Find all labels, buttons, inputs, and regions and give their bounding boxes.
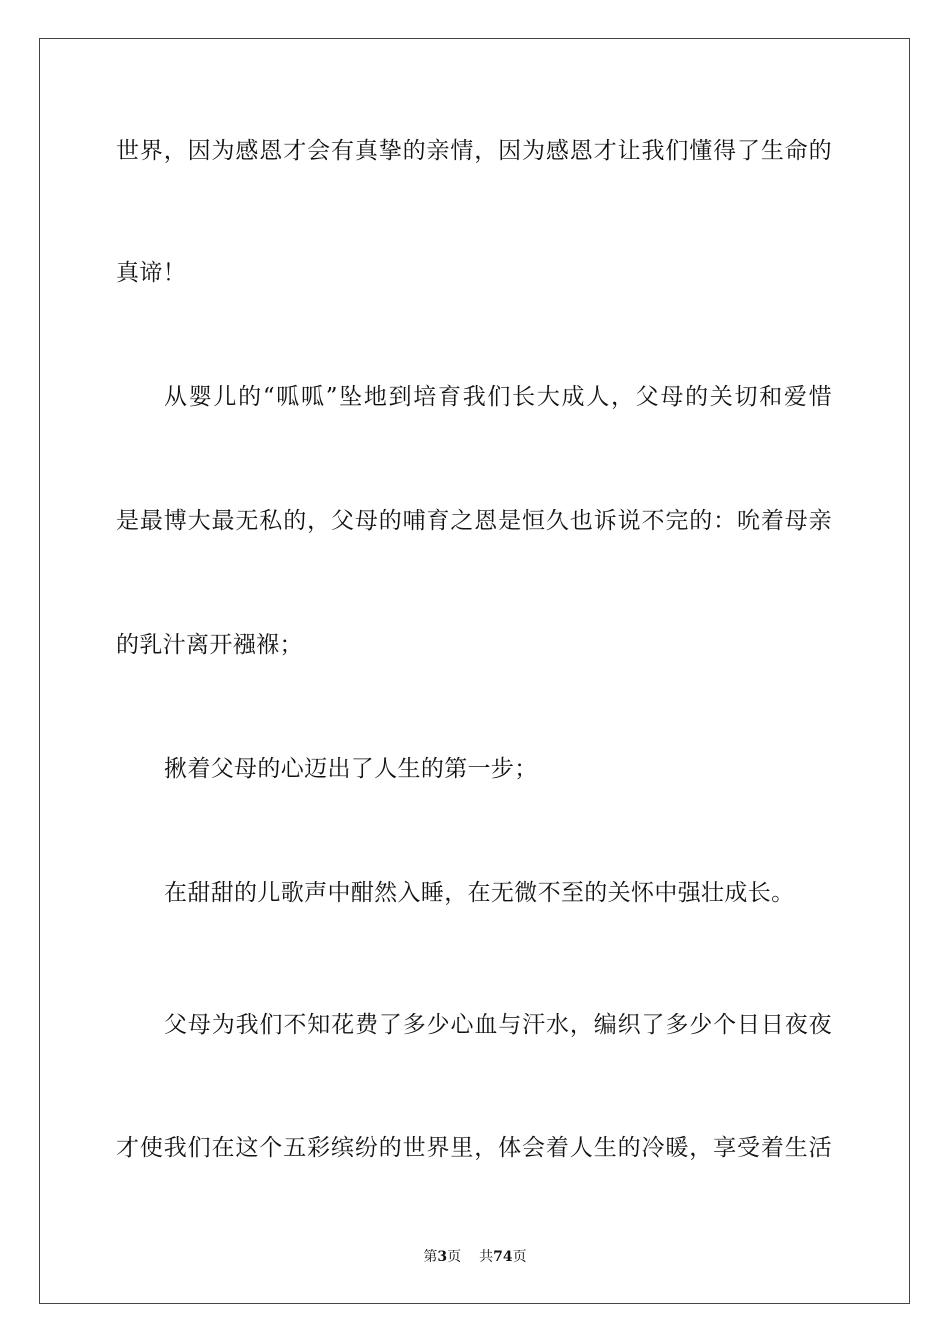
total-suffix: 页	[512, 1249, 527, 1265]
text-line: 真谛！	[116, 260, 187, 286]
total-prefix: 共	[479, 1249, 494, 1265]
total-pages: 74	[493, 1249, 513, 1265]
page-prefix: 第	[423, 1249, 438, 1265]
text-line: 父母为我们不知花费了多少心血与汗水，编织了多少个日日夜夜	[164, 1012, 832, 1038]
page-footer	[0, 1248, 950, 1266]
page-border	[39, 38, 910, 1304]
text-line: 世界，因为感恩才会有真挚的亲情，因为感恩才让我们懂得了生命的	[116, 138, 832, 164]
text-line: 才使我们在这个五彩缤纷的世界里，体会着人生的冷暖，享受着生活	[116, 1135, 832, 1161]
text-line: 揪着父母的心迈出了人生的第一步；	[164, 756, 538, 782]
text-line: 在甜甜的儿歌声中酣然入睡，在无微不至的关怀中强壮成长。	[164, 880, 795, 906]
text-line: 的乳汁离开襁褓；	[116, 632, 303, 658]
text-line: 从婴儿的“呱呱”坠地到培育我们长大成人，父母的关切和爱惜	[164, 384, 832, 410]
page-suffix: 页	[447, 1249, 462, 1265]
text-line: 是最博大最无私的，父母的哺育之恩是恒久也诉说不完的：吮着母亲	[116, 508, 832, 534]
page-number: 3	[437, 1249, 448, 1265]
